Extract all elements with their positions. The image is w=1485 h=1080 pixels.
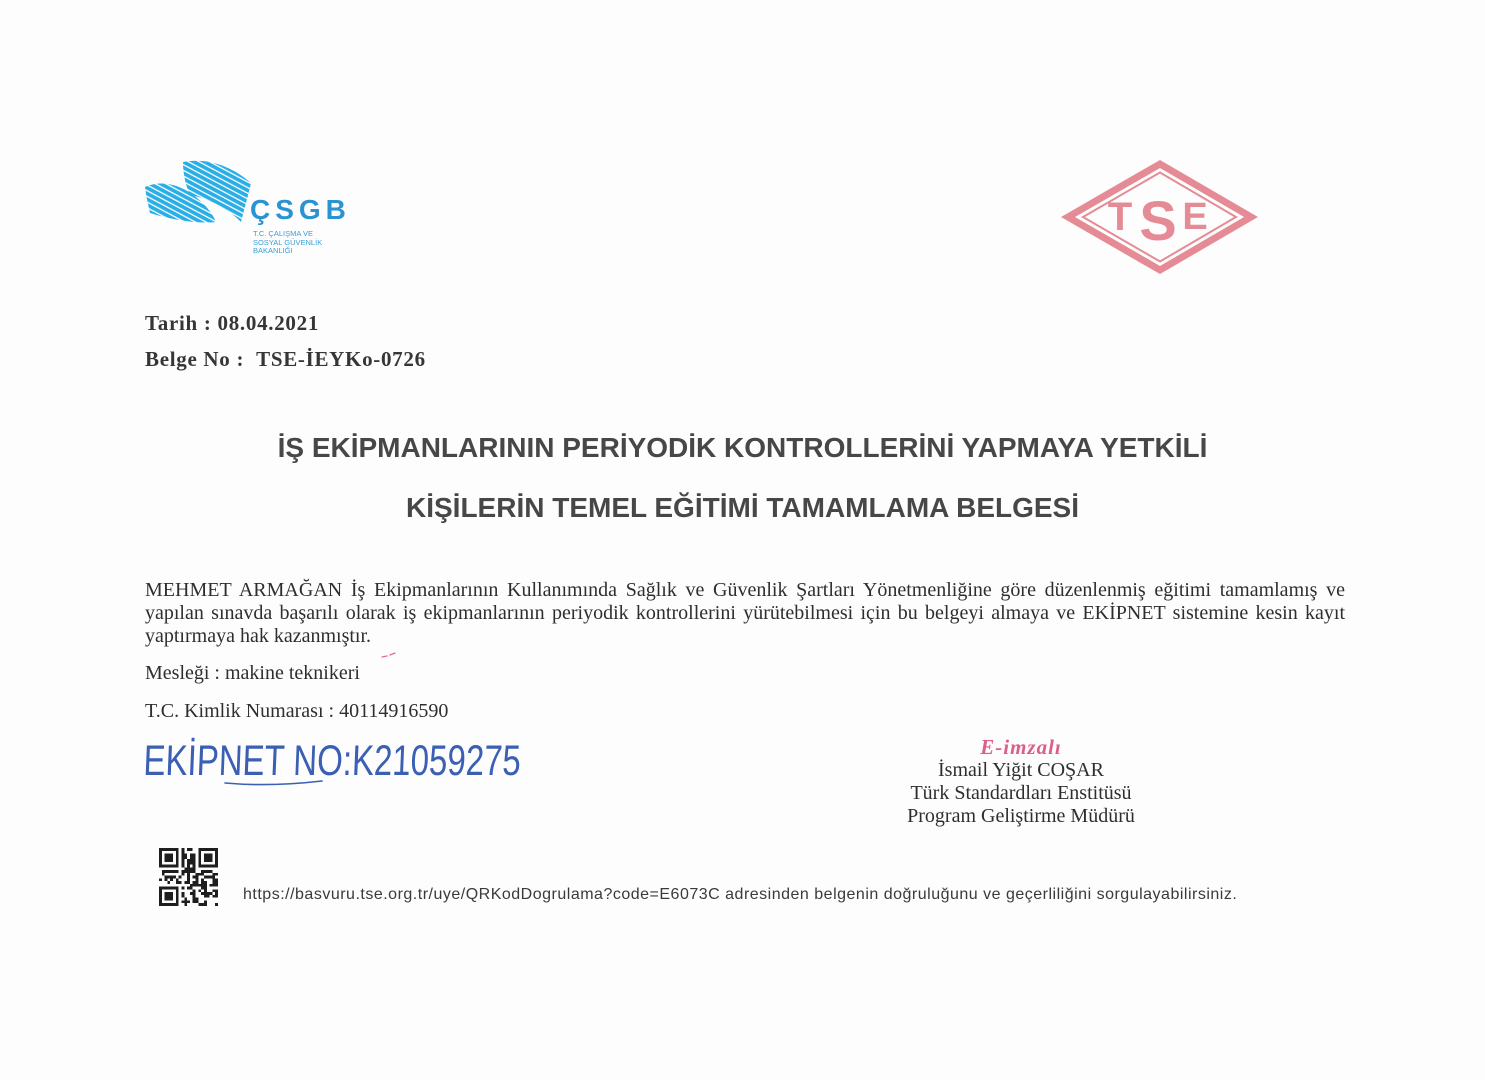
national-id-value: 40114916590 <box>339 700 449 722</box>
signatory-position: Program Geliştirme Müdürü <box>907 805 1135 827</box>
certificate-statement: İş Ekipmanlarının Kullanımında Sağlık ve Güvenlik Şartları Yönetmenliğine göre düzenlenmiş eğitimi tamamlamış ve yapılan sınavda başarılı olarak iş ekipmanlarının periyodik kontrollerini yürütebilmesi için bu belgeyi almaya ve EKİPNET sistemine kesin kayıt yaptırmaya hak kazanmıştır. <box>145 579 1345 647</box>
verification-line <box>243 887 1237 903</box>
csgb-ministry-line: T.C. ÇALIŞMA VE <box>253 229 314 238</box>
certificate-title-line-1: İŞ EKİPMANLARININ PERİYODİK KONTROLLERİNİ YAPMAYA YETKİLİ <box>277 432 1208 463</box>
stray-pen-mark <box>378 646 402 662</box>
certificate-title-line-2: KİŞİLERİN TEMEL EĞİTİMİ TAMAMLAMA BELGESİ <box>405 492 1080 523</box>
handwritten-ekipnet-number: EKİPNET NO:K21059275 <box>142 736 522 785</box>
tse-logo <box>1060 158 1260 278</box>
date-value: 08.04.2021 <box>217 311 320 335</box>
qr-code-modules <box>159 848 218 906</box>
csgb-emblem-icon <box>140 155 255 230</box>
document-number-value: TSE-İEYKo-0726 <box>256 347 426 371</box>
signatory-name: İsmail Yiğit COŞAR <box>938 759 1104 781</box>
document-number-label: Belge No : <box>145 347 245 371</box>
tse-letter-t: T <box>1107 195 1133 239</box>
date-line <box>145 312 319 335</box>
recipient-name: MEHMET ARMAĞAN <box>145 579 343 601</box>
csgb-ministry-line: BAKANLIĞI <box>253 246 293 255</box>
document-number-line <box>145 348 426 371</box>
date-label: Tarih : <box>145 311 212 335</box>
csgb-ministry-name <box>253 230 322 256</box>
verification-text: adresinden belgenin doğruluğunu ve geçerliliğini sorgulayabilirsiniz. <box>725 886 1238 903</box>
verification-url: https://basvuru.tse.org.tr/uye/QRKodDogrulama?code=E6073C <box>243 886 721 903</box>
signature-block <box>871 736 1171 828</box>
national-id-line <box>145 700 448 723</box>
tse-letter-s: S <box>1139 189 1177 252</box>
profession-line <box>145 662 360 685</box>
e-signature-stamp: E-imzalı <box>980 735 1062 759</box>
profession-value: makine teknikeri <box>225 662 360 684</box>
tse-letter-e: E <box>1182 196 1208 238</box>
csgb-abbreviation: ÇSGB <box>250 194 351 225</box>
csgb-ministry-line: SOSYAL GÜVENLİK <box>253 237 323 247</box>
profession-label: Mesleği : <box>145 662 220 684</box>
qr-code-icon <box>159 848 218 906</box>
certificate-body <box>145 579 1345 648</box>
handwritten-underline <box>215 772 335 792</box>
national-id-label: T.C. Kimlik Numarası : <box>145 700 335 722</box>
signatory-institution: Türk Standardları Enstitüsü <box>910 782 1132 804</box>
